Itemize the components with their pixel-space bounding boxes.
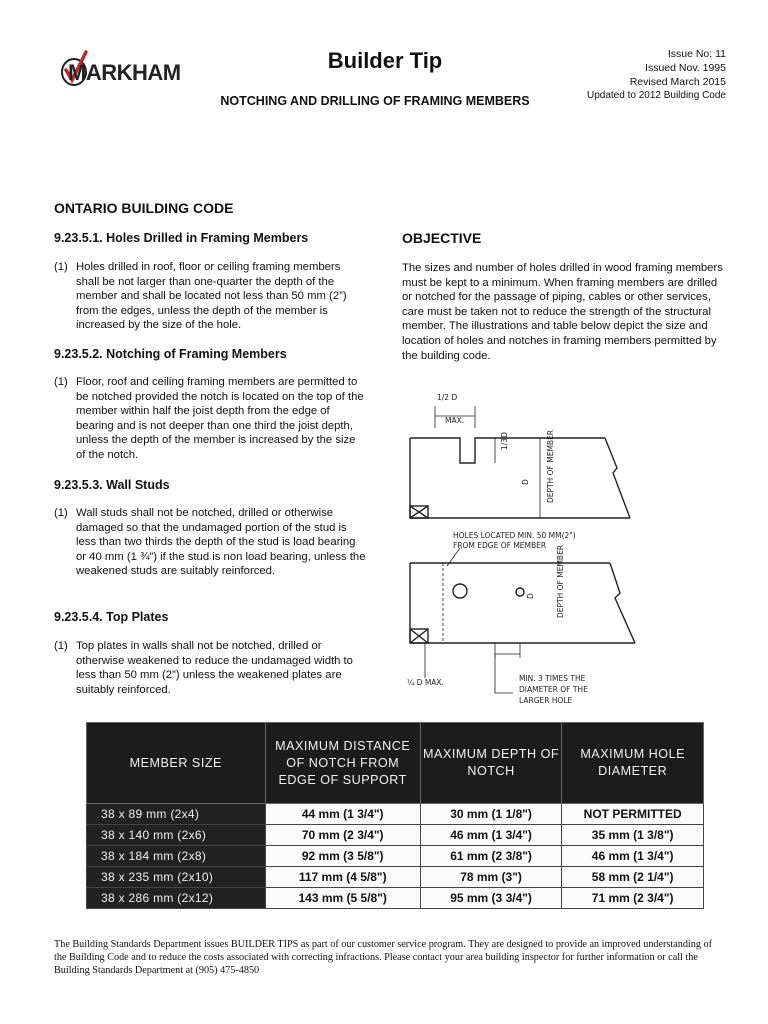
notch-depth-cell: 46 mm (1 3/4") (420, 825, 561, 846)
notch-diagram (410, 406, 630, 518)
min3-line2: DIAMETER OF THE (519, 685, 588, 694)
col-notch-distance: MAXIMUM DISTANCE OF NOTCH FROM EDGE OF SUPPORT (265, 723, 420, 804)
issue-info (587, 47, 726, 103)
clause-number: (1) (54, 376, 68, 388)
section-title-notching: 9.23.5.2. Notching of Framing Members (54, 347, 287, 361)
d-label: D (521, 479, 530, 485)
max-label: MAX. (445, 416, 465, 425)
clause-wall-studs (54, 506, 366, 579)
depth-of-member-label: DEPTH OF MEMBER (546, 429, 555, 503)
page-subtitle: NOTCHING AND DRILLING OF FRAMING MEMBERS (220, 94, 530, 108)
notch-distance-cell: 143 mm (5 5/8") (265, 888, 420, 909)
page-title: Builder Tip (327, 48, 443, 73)
col-notch-depth: MAXIMUM DEPTH OF NOTCH (420, 723, 561, 804)
table-row (87, 867, 704, 888)
notch-distance-cell: 92 mm (3 5/8") (265, 846, 420, 867)
framing-diagram (395, 388, 645, 708)
issue-number: Issue No: 11 (667, 48, 726, 60)
logo-text: MARKHAM (68, 60, 181, 85)
hole-diameter-cell: 46 mm (1 3/4") (562, 846, 704, 867)
section-title-wall-studs: 9.23.5.3. Wall Studs (54, 478, 170, 492)
revised-date: Revised March 2015 (629, 76, 726, 88)
section-title-holes: 9.23.5.1. Holes Drilled in Framing Members (54, 231, 309, 245)
col-hole-diameter: MAXIMUM HOLE DIAMETER (562, 723, 704, 804)
member-size-cell: 38 x 184 mm (2x8) (87, 846, 266, 867)
section-heading-obc: ONTARIO BUILDING CODE (54, 200, 234, 216)
table-row (87, 846, 704, 867)
clause-top-plates (54, 639, 366, 697)
member-size-cell: 38 x 235 mm (2x10) (87, 867, 266, 888)
holes-note-line1: HOLES LOCATED MIN. 50 MM(2") (453, 531, 576, 540)
col-member-size: MEMBER SIZE (87, 723, 266, 804)
notch-distance-cell: 117 mm (4 5/8") (265, 867, 420, 888)
hole-diameter-cell: 71 mm (2 3/4") (562, 888, 704, 909)
objective-heading: OBJECTIVE (402, 230, 482, 246)
hole-diameter-cell: 58 mm (2 1/4") (562, 867, 704, 888)
notch-depth-cell: 61 mm (2 3/8") (420, 846, 561, 867)
notch-distance-cell: 70 mm (2 3/4") (265, 825, 420, 846)
clause-text: Top plates in walls shall not be notched, drilled or otherwise weakened to reduce the undamaged width to less than 50 mm (2”) unless the weakened plates are suitably reinforced. (76, 640, 353, 696)
clause-notching (54, 375, 366, 463)
member-size-cell: 38 x 140 mm (2x6) (87, 825, 266, 846)
holes-diagram (410, 548, 635, 693)
updated-note: Updated to 2012 Building Code (587, 90, 726, 101)
clause-text: Floor, roof and ceiling framing members are permitted to be notched provided the notch is located on the top of the member within half the joist depth from the edge of bearing and is not deeper than one third the joist depth, unless the depth of the member is increased by the size of the notch. (76, 376, 364, 461)
objective-text: The sizes and number of holes drilled in wood framing members must be kept to a minimum. When framing members are drilled or notched for the passage of piping, cables or other services, care must be taken not to reduce the strength of the structural member. The illustrations and table below depict the size and location of holes and notches in framing members permitted by the building code. (402, 262, 723, 362)
clause-holes (54, 260, 366, 333)
clause-text: Holes drilled in roof, floor or ceiling framing members shall be not larger than one-quarter the depth of the member and shall be located not less than 50 mm (2”) from the edges, unless the depth of the member is increased by the size of the hole. (76, 261, 347, 332)
half-d-label: 1/2 D (437, 393, 458, 402)
table-row (87, 804, 704, 825)
markham-logo (60, 50, 181, 90)
clause-number: (1) (54, 261, 68, 273)
clause-number: (1) (54, 507, 68, 519)
footer-note: The Building Standards Department issues BUILDER TIPS as part of our customer service program. They are designed to provide an improved understanding of the Building Code and to reduce the costs associated with correcting infractions. Please contact your area building inspector for further information or call the Building Standards Department at (905) 475-4850 (54, 939, 712, 976)
member-size-cell: 38 x 286 mm (2x12) (87, 888, 266, 909)
notch-depth-cell: 78 mm (3") (420, 867, 561, 888)
d-label-bottom: D (526, 593, 535, 599)
holes-note-line2: FROM EDGE OF MEMBER (453, 541, 547, 550)
notch-distance-cell: 44 mm (1 3/4") (265, 804, 420, 825)
min3-line3: LARGER HOLE (519, 696, 573, 705)
quarter-d-label: ¼ D MAX. (407, 678, 444, 687)
min3-line1: MIN. 3 TIMES THE (519, 674, 586, 683)
framing-limits-table (86, 722, 704, 909)
notch-depth-cell: 30 mm (1 1/8") (420, 804, 561, 825)
depth-of-member-label-bottom: DEPTH OF MEMBER (556, 544, 565, 618)
clause-number: (1) (54, 640, 68, 652)
issued-date: Issued Nov. 1995 (645, 62, 726, 74)
section-title-top-plates: 9.23.5.4. Top Plates (54, 610, 169, 624)
hole-diameter-cell: 35 mm (1 3/8") (562, 825, 704, 846)
member-size-cell: 38 x 89 mm (2x4) (87, 804, 266, 825)
table-row (87, 888, 704, 909)
clause-text: Wall studs shall not be notched, drilled or otherwise damaged so that the undamaged portion of the stud is less than two thirds the depth of the stud is load bearing or 40 mm (1 ¾”) if the stud is non load bearing, unless the weakened studs are suitably reinforced. (76, 507, 366, 578)
third-d-label: 1/3D (500, 432, 509, 450)
notch-depth-cell: 95 mm (3 3/4") (420, 888, 561, 909)
hole-diameter-cell: NOT PERMITTED (562, 804, 704, 825)
table-header-row (87, 723, 704, 804)
table-row (87, 825, 704, 846)
